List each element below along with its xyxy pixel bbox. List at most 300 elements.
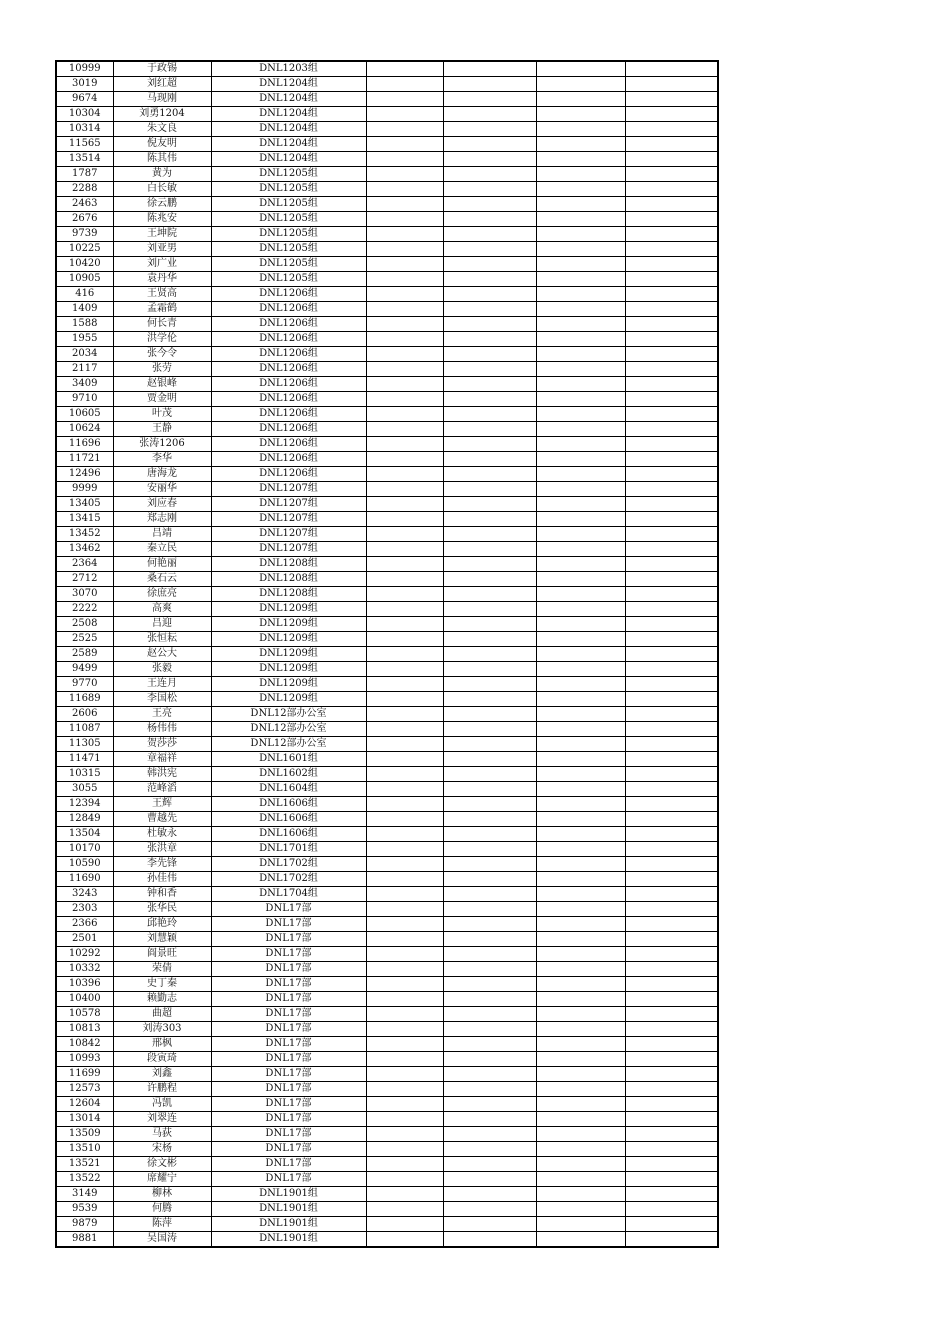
cell-empty[interactable]: [366, 347, 443, 362]
cell-name[interactable]: 曹越先: [113, 812, 211, 827]
cell-department[interactable]: DNL1209组: [211, 692, 366, 707]
cell-department[interactable]: DNL17部: [211, 932, 366, 947]
cell-id[interactable]: 1955: [56, 332, 113, 347]
cell-empty[interactable]: [625, 1067, 718, 1082]
cell-department[interactable]: DNL17部: [211, 1127, 366, 1142]
cell-empty[interactable]: [443, 392, 536, 407]
cell-empty[interactable]: [443, 467, 536, 482]
cell-department[interactable]: DNL1206组: [211, 437, 366, 452]
cell-department[interactable]: DNL1206组: [211, 302, 366, 317]
cell-empty[interactable]: [536, 857, 625, 872]
cell-id[interactable]: 13510: [56, 1142, 113, 1157]
cell-empty[interactable]: [625, 302, 718, 317]
cell-department[interactable]: DNL1209组: [211, 647, 366, 662]
cell-empty[interactable]: [443, 572, 536, 587]
cell-empty[interactable]: [443, 1052, 536, 1067]
cell-department[interactable]: DNL17部: [211, 962, 366, 977]
cell-empty[interactable]: [443, 122, 536, 137]
cell-empty[interactable]: [536, 482, 625, 497]
cell-empty[interactable]: [366, 737, 443, 752]
cell-empty[interactable]: [443, 812, 536, 827]
cell-empty[interactable]: [625, 527, 718, 542]
cell-empty[interactable]: [536, 947, 625, 962]
cell-name[interactable]: 陈萍: [113, 1217, 211, 1232]
cell-empty[interactable]: [443, 992, 536, 1007]
cell-id[interactable]: 1588: [56, 317, 113, 332]
cell-empty[interactable]: [443, 242, 536, 257]
cell-name[interactable]: 马现刚: [113, 92, 211, 107]
cell-empty[interactable]: [536, 467, 625, 482]
cell-name[interactable]: 刘慧颖: [113, 932, 211, 947]
cell-empty[interactable]: [536, 1172, 625, 1187]
cell-empty[interactable]: [366, 752, 443, 767]
cell-name[interactable]: 何艳丽: [113, 557, 211, 572]
cell-id[interactable]: 3243: [56, 887, 113, 902]
cell-empty[interactable]: [443, 677, 536, 692]
cell-department[interactable]: DNL1901组: [211, 1202, 366, 1217]
cell-empty[interactable]: [443, 287, 536, 302]
cell-empty[interactable]: [625, 572, 718, 587]
cell-department[interactable]: DNL1205组: [211, 242, 366, 257]
cell-empty[interactable]: [443, 782, 536, 797]
cell-empty[interactable]: [536, 602, 625, 617]
cell-empty[interactable]: [366, 1202, 443, 1217]
cell-empty[interactable]: [536, 257, 625, 272]
cell-name[interactable]: 张毅: [113, 662, 211, 677]
cell-empty[interactable]: [625, 392, 718, 407]
cell-id[interactable]: 11689: [56, 692, 113, 707]
cell-department[interactable]: DNL17部: [211, 1007, 366, 1022]
cell-empty[interactable]: [366, 107, 443, 122]
cell-name[interactable]: 白长敏: [113, 182, 211, 197]
cell-name[interactable]: 徐文彬: [113, 1157, 211, 1172]
cell-empty[interactable]: [625, 902, 718, 917]
cell-department[interactable]: DNL1209组: [211, 662, 366, 677]
cell-department[interactable]: DNL1606组: [211, 812, 366, 827]
cell-empty[interactable]: [625, 542, 718, 557]
cell-empty[interactable]: [443, 1067, 536, 1082]
cell-empty[interactable]: [625, 827, 718, 842]
cell-name[interactable]: 王坤院: [113, 227, 211, 242]
cell-name[interactable]: 曲超: [113, 1007, 211, 1022]
cell-department[interactable]: DNL17部: [211, 977, 366, 992]
cell-id[interactable]: 13522: [56, 1172, 113, 1187]
cell-empty[interactable]: [536, 497, 625, 512]
cell-id[interactable]: 10332: [56, 962, 113, 977]
cell-department[interactable]: DNL1207组: [211, 542, 366, 557]
cell-empty[interactable]: [625, 167, 718, 182]
cell-department[interactable]: DNL1206组: [211, 422, 366, 437]
cell-id[interactable]: 10304: [56, 107, 113, 122]
cell-empty[interactable]: [443, 662, 536, 677]
cell-empty[interactable]: [366, 1187, 443, 1202]
cell-empty[interactable]: [625, 242, 718, 257]
cell-empty[interactable]: [625, 1037, 718, 1052]
cell-department[interactable]: DNL1209组: [211, 617, 366, 632]
cell-id[interactable]: 416: [56, 287, 113, 302]
cell-name[interactable]: 张今令: [113, 347, 211, 362]
cell-name[interactable]: 许鹏程: [113, 1082, 211, 1097]
cell-id[interactable]: 13415: [56, 512, 113, 527]
cell-empty[interactable]: [625, 182, 718, 197]
cell-id[interactable]: 10999: [56, 61, 113, 77]
cell-name[interactable]: 于政锡: [113, 61, 211, 77]
cell-empty[interactable]: [536, 182, 625, 197]
cell-empty[interactable]: [443, 61, 536, 77]
cell-empty[interactable]: [366, 122, 443, 137]
cell-department[interactable]: DNL1205组: [211, 197, 366, 212]
cell-department[interactable]: DNL1206组: [211, 467, 366, 482]
cell-empty[interactable]: [536, 1157, 625, 1172]
cell-empty[interactable]: [536, 782, 625, 797]
cell-empty[interactable]: [625, 917, 718, 932]
cell-empty[interactable]: [443, 977, 536, 992]
cell-empty[interactable]: [625, 1172, 718, 1187]
cell-department[interactable]: DNL17部: [211, 917, 366, 932]
cell-empty[interactable]: [625, 677, 718, 692]
cell-empty[interactable]: [443, 1157, 536, 1172]
cell-department[interactable]: DNL1209组: [211, 602, 366, 617]
cell-name[interactable]: 张恒耘: [113, 632, 211, 647]
cell-empty[interactable]: [625, 482, 718, 497]
cell-empty[interactable]: [366, 647, 443, 662]
cell-empty[interactable]: [536, 61, 625, 77]
cell-empty[interactable]: [536, 317, 625, 332]
cell-empty[interactable]: [536, 1082, 625, 1097]
cell-empty[interactable]: [443, 917, 536, 932]
cell-empty[interactable]: [536, 722, 625, 737]
cell-empty[interactable]: [536, 1097, 625, 1112]
cell-name[interactable]: 王连月: [113, 677, 211, 692]
cell-empty[interactable]: [443, 272, 536, 287]
cell-empty[interactable]: [625, 1097, 718, 1112]
cell-empty[interactable]: [536, 527, 625, 542]
cell-id[interactable]: 9499: [56, 662, 113, 677]
cell-id[interactable]: 12604: [56, 1097, 113, 1112]
cell-empty[interactable]: [625, 602, 718, 617]
cell-empty[interactable]: [536, 197, 625, 212]
cell-empty[interactable]: [536, 1127, 625, 1142]
cell-department[interactable]: DNL1205组: [211, 272, 366, 287]
cell-empty[interactable]: [443, 692, 536, 707]
cell-empty[interactable]: [625, 1082, 718, 1097]
cell-name[interactable]: 冯凯: [113, 1097, 211, 1112]
cell-id[interactable]: 1787: [56, 167, 113, 182]
cell-id[interactable]: 9739: [56, 227, 113, 242]
cell-id[interactable]: 12394: [56, 797, 113, 812]
cell-department[interactable]: DNL1209组: [211, 632, 366, 647]
cell-empty[interactable]: [366, 242, 443, 257]
cell-empty[interactable]: [443, 842, 536, 857]
cell-empty[interactable]: [625, 692, 718, 707]
cell-empty[interactable]: [366, 1097, 443, 1112]
cell-id[interactable]: 10292: [56, 947, 113, 962]
cell-empty[interactable]: [625, 1217, 718, 1232]
cell-empty[interactable]: [536, 542, 625, 557]
cell-empty[interactable]: [366, 887, 443, 902]
cell-id[interactable]: 13509: [56, 1127, 113, 1142]
cell-empty[interactable]: [536, 137, 625, 152]
cell-empty[interactable]: [443, 92, 536, 107]
cell-department[interactable]: DNL1206组: [211, 347, 366, 362]
cell-empty[interactable]: [536, 407, 625, 422]
cell-empty[interactable]: [443, 1112, 536, 1127]
cell-department[interactable]: DNL1701组: [211, 842, 366, 857]
cell-id[interactable]: 9881: [56, 1232, 113, 1248]
cell-empty[interactable]: [536, 152, 625, 167]
cell-empty[interactable]: [625, 77, 718, 92]
cell-empty[interactable]: [536, 962, 625, 977]
cell-id[interactable]: 10315: [56, 767, 113, 782]
cell-empty[interactable]: [536, 842, 625, 857]
cell-empty[interactable]: [366, 152, 443, 167]
cell-name[interactable]: 李国松: [113, 692, 211, 707]
cell-department[interactable]: DNL12部办公室: [211, 707, 366, 722]
cell-empty[interactable]: [366, 1067, 443, 1082]
cell-empty[interactable]: [625, 1142, 718, 1157]
cell-empty[interactable]: [536, 737, 625, 752]
cell-department[interactable]: DNL1208组: [211, 587, 366, 602]
cell-empty[interactable]: [625, 632, 718, 647]
cell-empty[interactable]: [536, 242, 625, 257]
cell-id[interactable]: 10905: [56, 272, 113, 287]
cell-empty[interactable]: [536, 557, 625, 572]
cell-empty[interactable]: [536, 887, 625, 902]
cell-id[interactable]: 12573: [56, 1082, 113, 1097]
cell-empty[interactable]: [366, 212, 443, 227]
cell-empty[interactable]: [625, 497, 718, 512]
cell-empty[interactable]: [536, 122, 625, 137]
cell-empty[interactable]: [625, 107, 718, 122]
cell-name[interactable]: 赵公大: [113, 647, 211, 662]
cell-empty[interactable]: [536, 902, 625, 917]
cell-name[interactable]: 刘亚男: [113, 242, 211, 257]
cell-empty[interactable]: [536, 1217, 625, 1232]
cell-empty[interactable]: [625, 617, 718, 632]
cell-empty[interactable]: [443, 77, 536, 92]
cell-empty[interactable]: [443, 1202, 536, 1217]
cell-empty[interactable]: [366, 632, 443, 647]
cell-empty[interactable]: [443, 767, 536, 782]
cell-empty[interactable]: [536, 1202, 625, 1217]
cell-name[interactable]: 席耀宁: [113, 1172, 211, 1187]
cell-id[interactable]: 3149: [56, 1187, 113, 1202]
cell-empty[interactable]: [536, 512, 625, 527]
cell-id[interactable]: 2366: [56, 917, 113, 932]
cell-empty[interactable]: [366, 602, 443, 617]
cell-empty[interactable]: [366, 542, 443, 557]
cell-empty[interactable]: [625, 752, 718, 767]
cell-name[interactable]: 史丁秦: [113, 977, 211, 992]
cell-empty[interactable]: [625, 1022, 718, 1037]
cell-empty[interactable]: [443, 632, 536, 647]
cell-id[interactable]: 9999: [56, 482, 113, 497]
cell-empty[interactable]: [625, 272, 718, 287]
cell-department[interactable]: DNL1205组: [211, 227, 366, 242]
cell-name[interactable]: 张涛1206: [113, 437, 211, 452]
cell-department[interactable]: DNL1205组: [211, 167, 366, 182]
cell-empty[interactable]: [366, 377, 443, 392]
cell-id[interactable]: 11696: [56, 437, 113, 452]
cell-empty[interactable]: [443, 737, 536, 752]
cell-id[interactable]: 2222: [56, 602, 113, 617]
cell-empty[interactable]: [366, 902, 443, 917]
cell-empty[interactable]: [536, 992, 625, 1007]
cell-empty[interactable]: [366, 392, 443, 407]
cell-department[interactable]: DNL1205组: [211, 212, 366, 227]
cell-empty[interactable]: [625, 722, 718, 737]
cell-name[interactable]: 刘鑫: [113, 1067, 211, 1082]
cell-empty[interactable]: [366, 1082, 443, 1097]
cell-empty[interactable]: [625, 647, 718, 662]
cell-name[interactable]: 安丽华: [113, 482, 211, 497]
cell-id[interactable]: 10624: [56, 422, 113, 437]
cell-department[interactable]: DNL17部: [211, 902, 366, 917]
cell-id[interactable]: 3019: [56, 77, 113, 92]
cell-empty[interactable]: [366, 587, 443, 602]
cell-empty[interactable]: [536, 1007, 625, 1022]
cell-id[interactable]: 10225: [56, 242, 113, 257]
cell-empty[interactable]: [366, 797, 443, 812]
cell-empty[interactable]: [443, 1037, 536, 1052]
cell-id[interactable]: 3055: [56, 782, 113, 797]
cell-empty[interactable]: [625, 437, 718, 452]
cell-name[interactable]: 钟和香: [113, 887, 211, 902]
cell-empty[interactable]: [625, 512, 718, 527]
cell-empty[interactable]: [536, 302, 625, 317]
cell-department[interactable]: DNL1206组: [211, 362, 366, 377]
cell-department[interactable]: DNL1604组: [211, 782, 366, 797]
cell-empty[interactable]: [366, 557, 443, 572]
cell-empty[interactable]: [366, 662, 443, 677]
cell-department[interactable]: DNL1606组: [211, 797, 366, 812]
cell-id[interactable]: 10605: [56, 407, 113, 422]
cell-empty[interactable]: [536, 227, 625, 242]
cell-name[interactable]: 刘勇1204: [113, 107, 211, 122]
cell-id[interactable]: 2288: [56, 182, 113, 197]
cell-name[interactable]: 徐云鹏: [113, 197, 211, 212]
cell-department[interactable]: DNL1207组: [211, 527, 366, 542]
cell-department[interactable]: DNL1209组: [211, 677, 366, 692]
cell-empty[interactable]: [536, 1112, 625, 1127]
cell-empty[interactable]: [366, 527, 443, 542]
cell-name[interactable]: 张洪章: [113, 842, 211, 857]
cell-empty[interactable]: [366, 167, 443, 182]
cell-empty[interactable]: [625, 257, 718, 272]
cell-empty[interactable]: [443, 317, 536, 332]
cell-department[interactable]: DNL17部: [211, 1022, 366, 1037]
cell-empty[interactable]: [536, 812, 625, 827]
cell-empty[interactable]: [443, 722, 536, 737]
cell-empty[interactable]: [536, 362, 625, 377]
cell-empty[interactable]: [536, 1037, 625, 1052]
cell-id[interactable]: 13405: [56, 497, 113, 512]
cell-empty[interactable]: [366, 1172, 443, 1187]
cell-name[interactable]: 郑志刚: [113, 512, 211, 527]
cell-empty[interactable]: [625, 407, 718, 422]
cell-empty[interactable]: [366, 842, 443, 857]
cell-name[interactable]: 桑石云: [113, 572, 211, 587]
cell-empty[interactable]: [536, 1067, 625, 1082]
cell-empty[interactable]: [443, 1007, 536, 1022]
cell-department[interactable]: DNL1204组: [211, 122, 366, 137]
cell-id[interactable]: 9674: [56, 92, 113, 107]
cell-department[interactable]: DNL1204组: [211, 92, 366, 107]
cell-name[interactable]: 徐庶亮: [113, 587, 211, 602]
cell-department[interactable]: DNL1206组: [211, 287, 366, 302]
cell-id[interactable]: 2712: [56, 572, 113, 587]
cell-department[interactable]: DNL1204组: [211, 152, 366, 167]
cell-empty[interactable]: [443, 107, 536, 122]
cell-empty[interactable]: [625, 152, 718, 167]
cell-empty[interactable]: [536, 617, 625, 632]
cell-id[interactable]: 10396: [56, 977, 113, 992]
cell-empty[interactable]: [366, 422, 443, 437]
cell-id[interactable]: 2117: [56, 362, 113, 377]
cell-empty[interactable]: [536, 872, 625, 887]
cell-department[interactable]: DNL1601组: [211, 752, 366, 767]
cell-department[interactable]: DNL1206组: [211, 452, 366, 467]
cell-empty[interactable]: [366, 92, 443, 107]
cell-empty[interactable]: [443, 947, 536, 962]
cell-name[interactable]: 刘广业: [113, 257, 211, 272]
cell-empty[interactable]: [366, 857, 443, 872]
cell-empty[interactable]: [443, 257, 536, 272]
cell-name[interactable]: 宋杨: [113, 1142, 211, 1157]
cell-empty[interactable]: [443, 347, 536, 362]
cell-empty[interactable]: [443, 542, 536, 557]
cell-name[interactable]: 杨伟伟: [113, 722, 211, 737]
cell-empty[interactable]: [536, 452, 625, 467]
cell-empty[interactable]: [366, 437, 443, 452]
cell-empty[interactable]: [536, 662, 625, 677]
cell-empty[interactable]: [366, 1142, 443, 1157]
cell-empty[interactable]: [366, 317, 443, 332]
cell-department[interactable]: DNL1204组: [211, 107, 366, 122]
cell-empty[interactable]: [443, 887, 536, 902]
cell-empty[interactable]: [443, 752, 536, 767]
cell-name[interactable]: 邱艳玲: [113, 917, 211, 932]
cell-empty[interactable]: [625, 1112, 718, 1127]
cell-empty[interactable]: [625, 707, 718, 722]
cell-id[interactable]: 2589: [56, 647, 113, 662]
cell-empty[interactable]: [625, 1232, 718, 1248]
cell-empty[interactable]: [536, 422, 625, 437]
cell-empty[interactable]: [443, 1187, 536, 1202]
cell-department[interactable]: DNL17部: [211, 1157, 366, 1172]
cell-empty[interactable]: [443, 437, 536, 452]
cell-empty[interactable]: [536, 1022, 625, 1037]
cell-empty[interactable]: [625, 797, 718, 812]
cell-name[interactable]: 张劳: [113, 362, 211, 377]
cell-empty[interactable]: [366, 1037, 443, 1052]
cell-department[interactable]: DNL1901组: [211, 1217, 366, 1232]
cell-empty[interactable]: [366, 572, 443, 587]
cell-name[interactable]: 何长青: [113, 317, 211, 332]
cell-id[interactable]: 9879: [56, 1217, 113, 1232]
cell-name[interactable]: 李华: [113, 452, 211, 467]
cell-empty[interactable]: [536, 707, 625, 722]
cell-empty[interactable]: [536, 647, 625, 662]
cell-id[interactable]: 11565: [56, 137, 113, 152]
cell-empty[interactable]: [536, 797, 625, 812]
cell-name[interactable]: 黄为: [113, 167, 211, 182]
cell-id[interactable]: 13014: [56, 1112, 113, 1127]
cell-id[interactable]: 13521: [56, 1157, 113, 1172]
cell-empty[interactable]: [625, 332, 718, 347]
cell-department[interactable]: DNL1702组: [211, 872, 366, 887]
cell-empty[interactable]: [443, 227, 536, 242]
